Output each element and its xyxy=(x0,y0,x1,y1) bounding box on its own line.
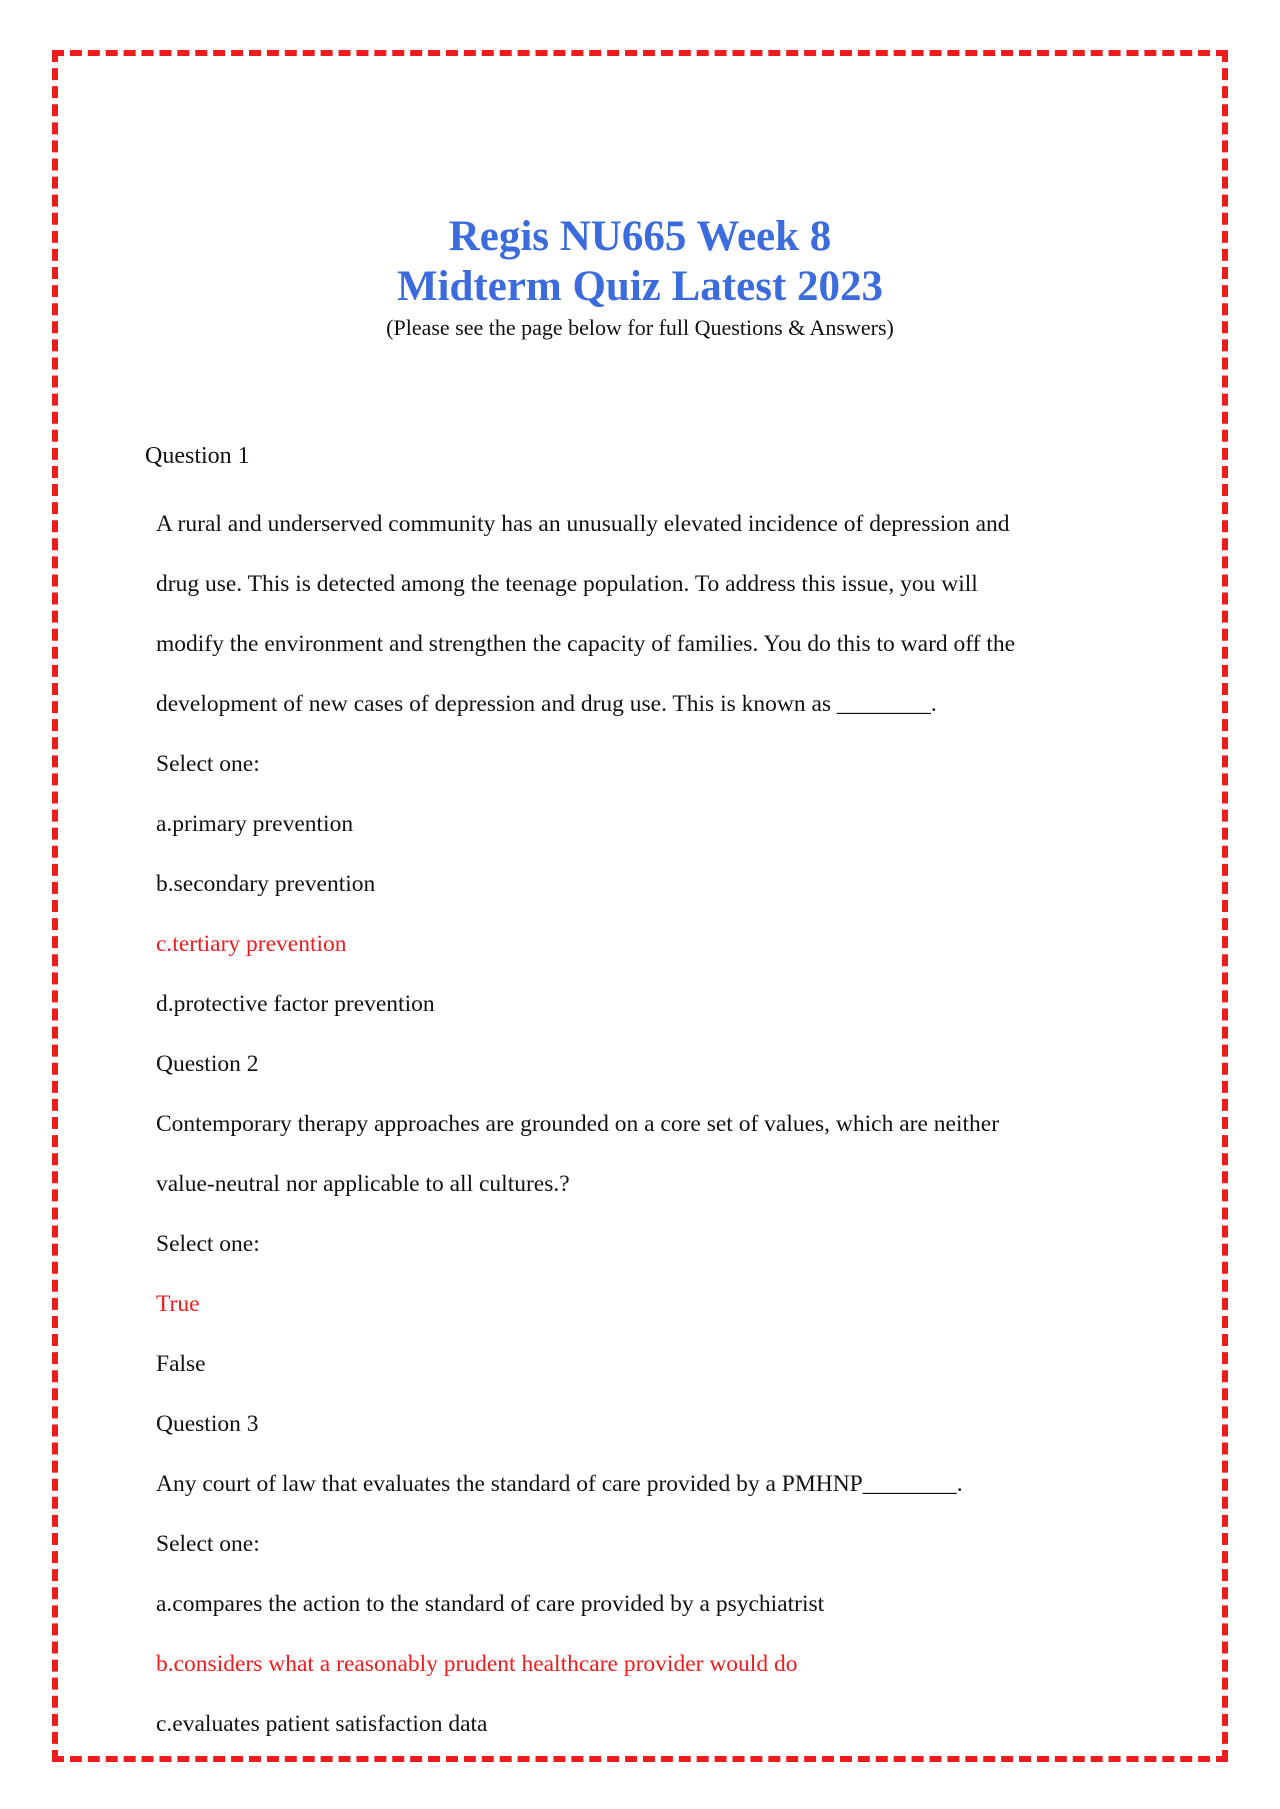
question-3-heading: Question 3 xyxy=(156,1411,259,1437)
question-1-text-line: modify the environment and strengthen the capacity of families. You do this to ward off the xyxy=(156,631,1016,657)
question-3 xyxy=(145,1394,1125,1754)
document-header xyxy=(0,212,1280,342)
question-3-option-a: a.compares the action to the standard of care provided by a psychiatrist xyxy=(156,1591,825,1617)
question-1-text-line: drug use. This is detected among the teenage population. To address this issue, you will xyxy=(156,571,978,597)
question-1-option-d: d.protective factor prevention xyxy=(156,991,435,1017)
question-3-option-c: c.evaluates patient satisfaction data xyxy=(156,1711,488,1737)
question-1-text-line: A rural and underserved community has an unusually elevated incidence of depression and xyxy=(156,511,1010,537)
quiz-content xyxy=(145,436,1125,1754)
question-2-text-line: Contemporary therapy approaches are grounded on a core set of values, which are neither xyxy=(156,1111,1000,1137)
document-subtitle: (Please see the page below for full Questions & Answers) xyxy=(386,315,894,340)
document-title-line-1: Regis NU665 Week 8 xyxy=(448,213,832,260)
question-2-text-line: value-neutral nor applicable to all cultures.? xyxy=(156,1171,570,1197)
question-1-option-a: a.primary prevention xyxy=(156,811,354,837)
question-1-text-line: development of new cases of depression and drug use. This is known as ________. xyxy=(156,691,937,717)
question-1-select-label: Select one: xyxy=(156,751,260,777)
question-2-heading: Question 2 xyxy=(156,1051,259,1077)
question-2-select-label: Select one: xyxy=(156,1231,260,1257)
question-1-heading: Question 1 xyxy=(145,443,250,469)
question-3-select-label: Select one: xyxy=(156,1531,260,1557)
question-2 xyxy=(145,1034,1125,1394)
question-1 xyxy=(145,436,1125,1034)
question-3-text-line: Any court of law that evaluates the standard of care provided by a PMHNP________. xyxy=(156,1471,963,1497)
question-3-option-b-correct: b.considers what a reasonably prudent healthcare provider would do xyxy=(156,1651,798,1677)
document-title-line-2: Midterm Quiz Latest 2023 xyxy=(396,263,884,310)
question-2-option-false: False xyxy=(156,1351,206,1377)
question-2-option-true-correct: True xyxy=(156,1291,200,1317)
question-1-option-b: b.secondary prevention xyxy=(156,871,376,897)
question-1-option-c-correct: c.tertiary prevention xyxy=(156,931,347,957)
